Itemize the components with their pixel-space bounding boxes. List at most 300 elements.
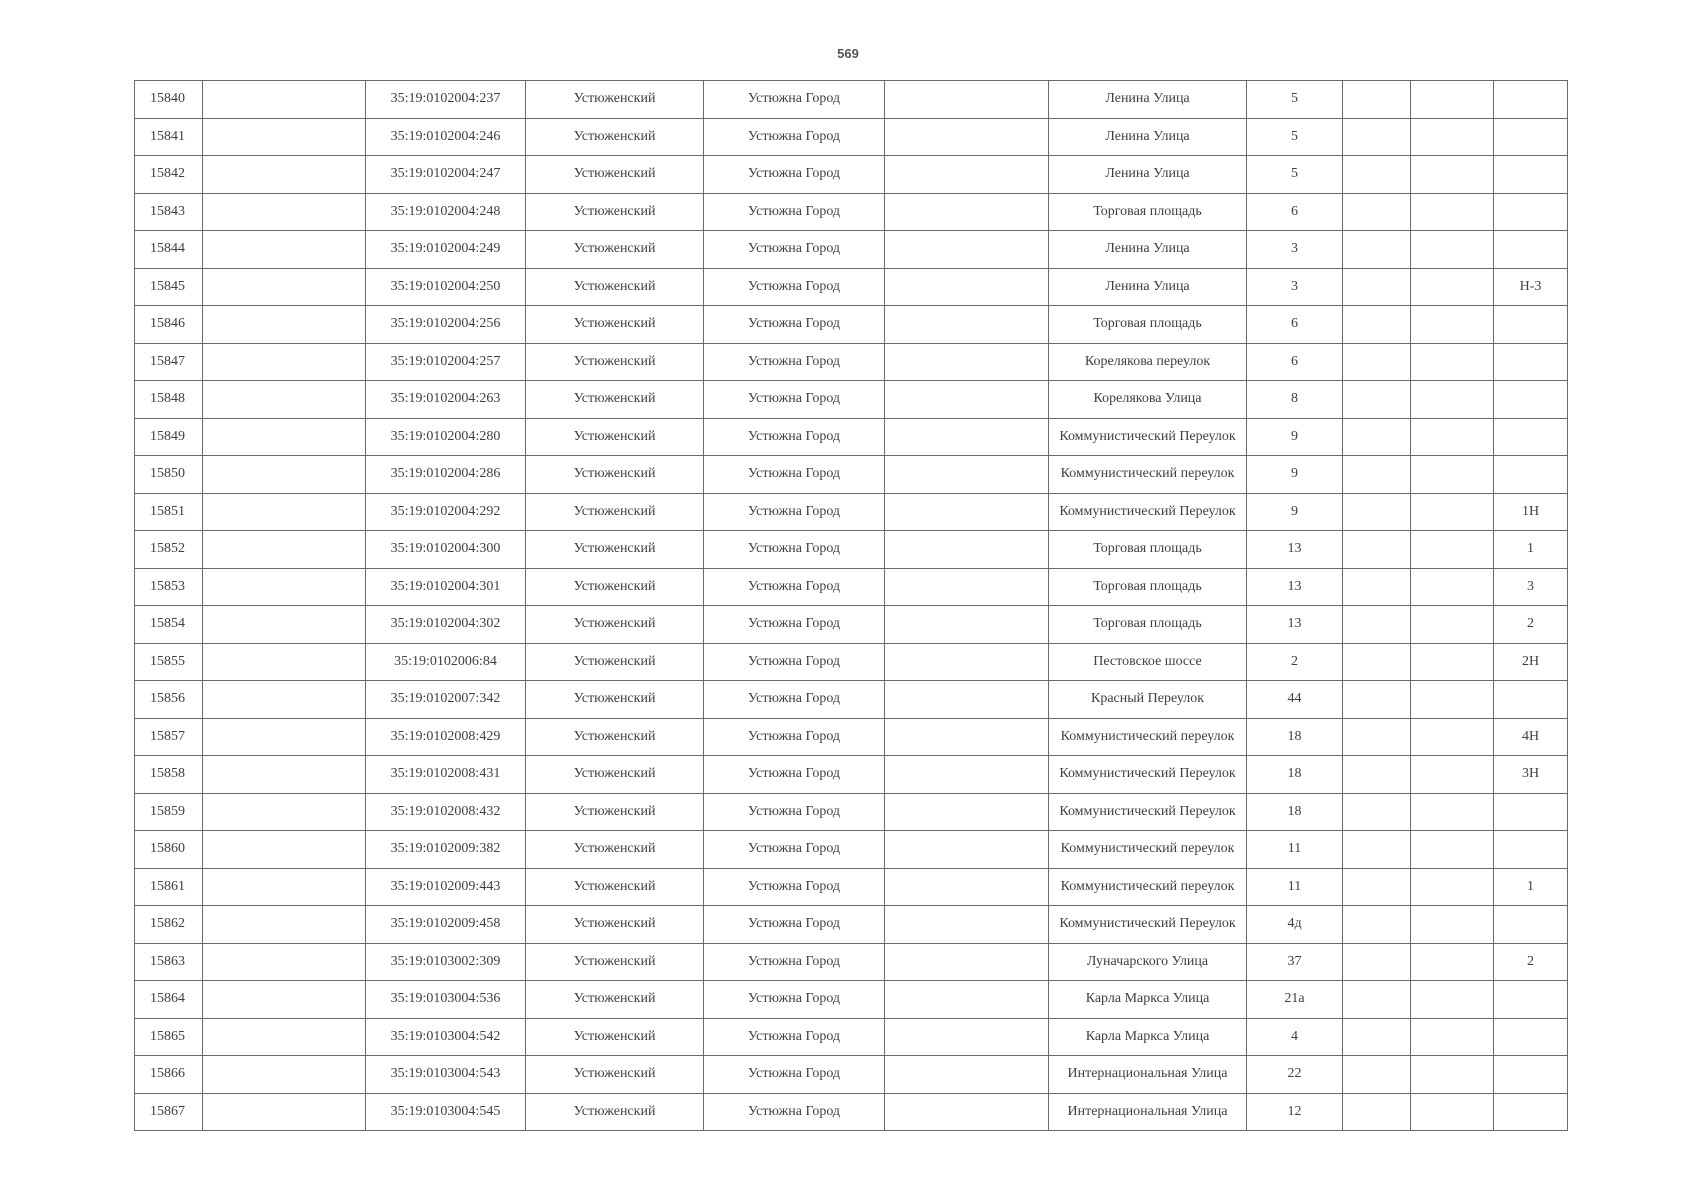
house-number-cell: 13 — [1247, 531, 1343, 569]
premises-number-cell — [1494, 1018, 1568, 1056]
district-cell: Устюженский — [526, 1018, 704, 1056]
empty-cell — [1343, 193, 1411, 231]
district-cell: Устюженский — [526, 193, 704, 231]
empty-cell — [203, 81, 366, 119]
house-number-cell: 37 — [1247, 943, 1343, 981]
table-row — [135, 943, 1568, 981]
house-number-cell: 12 — [1247, 1093, 1343, 1131]
empty-cell — [203, 568, 366, 606]
empty-cell — [885, 606, 1049, 644]
street-cell: Ленина Улица — [1049, 156, 1247, 194]
cadastral-number-cell: 35:19:0102004:286 — [366, 456, 526, 494]
street-cell: Интернациональная Улица — [1049, 1093, 1247, 1131]
house-number-cell: 6 — [1247, 193, 1343, 231]
cadastral-number-cell: 35:19:0102004:250 — [366, 268, 526, 306]
empty-cell — [1343, 418, 1411, 456]
district-cell: Устюженский — [526, 981, 704, 1019]
empty-cell — [885, 343, 1049, 381]
empty-cell — [1343, 831, 1411, 869]
table-row — [135, 193, 1568, 231]
empty-cell — [203, 606, 366, 644]
cadastral-number-cell: 35:19:0103004:542 — [366, 1018, 526, 1056]
house-number-cell: 6 — [1247, 343, 1343, 381]
house-number-cell: 22 — [1247, 1056, 1343, 1094]
empty-cell — [203, 1093, 366, 1131]
empty-cell — [203, 343, 366, 381]
empty-cell — [1343, 156, 1411, 194]
empty-cell — [1343, 343, 1411, 381]
empty-cell — [203, 981, 366, 1019]
empty-cell — [885, 906, 1049, 944]
record-number-cell: 15856 — [135, 681, 203, 719]
locality-cell: Устюжна Город — [704, 493, 885, 531]
cadastral-number-cell: 35:19:0103004:545 — [366, 1093, 526, 1131]
empty-cell — [1343, 306, 1411, 344]
premises-number-cell — [1494, 1093, 1568, 1131]
street-cell: Коммунистический переулок — [1049, 831, 1247, 869]
house-number-cell: 5 — [1247, 156, 1343, 194]
cadastral-number-cell: 35:19:0102004:301 — [366, 568, 526, 606]
premises-number-cell: 3 — [1494, 568, 1568, 606]
locality-cell: Устюжна Город — [704, 906, 885, 944]
record-number-cell: 15862 — [135, 906, 203, 944]
locality-cell: Устюжна Город — [704, 568, 885, 606]
house-number-cell: 11 — [1247, 831, 1343, 869]
record-number-cell: 15840 — [135, 81, 203, 119]
empty-cell — [203, 418, 366, 456]
empty-cell — [1411, 1093, 1494, 1131]
empty-cell — [1343, 643, 1411, 681]
premises-number-cell — [1494, 381, 1568, 419]
empty-cell — [203, 118, 366, 156]
page-number: 569 — [837, 46, 859, 61]
record-number-cell: 15843 — [135, 193, 203, 231]
house-number-cell: 11 — [1247, 868, 1343, 906]
street-cell: Красный Переулок — [1049, 681, 1247, 719]
locality-cell: Устюжна Город — [704, 418, 885, 456]
registry-table — [134, 80, 1568, 1131]
table-row — [135, 156, 1568, 194]
table-row — [135, 343, 1568, 381]
empty-cell — [203, 456, 366, 494]
empty-cell — [885, 1056, 1049, 1094]
premises-number-cell: Н-3 — [1494, 268, 1568, 306]
premises-number-cell — [1494, 831, 1568, 869]
empty-cell — [1343, 868, 1411, 906]
house-number-cell: 5 — [1247, 81, 1343, 119]
table-row — [135, 606, 1568, 644]
empty-cell — [1411, 418, 1494, 456]
district-cell: Устюженский — [526, 156, 704, 194]
cadastral-number-cell: 35:19:0102008:429 — [366, 718, 526, 756]
empty-cell — [885, 156, 1049, 194]
record-number-cell: 15865 — [135, 1018, 203, 1056]
table-row — [135, 831, 1568, 869]
record-number-cell: 15866 — [135, 1056, 203, 1094]
empty-cell — [885, 643, 1049, 681]
house-number-cell: 4 — [1247, 1018, 1343, 1056]
empty-cell — [885, 81, 1049, 119]
empty-cell — [1411, 981, 1494, 1019]
empty-cell — [1343, 118, 1411, 156]
empty-cell — [1343, 906, 1411, 944]
premises-number-cell — [1494, 906, 1568, 944]
street-cell: Коммунистический Переулок — [1049, 493, 1247, 531]
empty-cell — [885, 943, 1049, 981]
locality-cell: Устюжна Город — [704, 531, 885, 569]
district-cell: Устюженский — [526, 568, 704, 606]
empty-cell — [1343, 568, 1411, 606]
house-number-cell: 9 — [1247, 493, 1343, 531]
empty-cell — [1411, 231, 1494, 269]
empty-cell — [885, 1018, 1049, 1056]
empty-cell — [203, 381, 366, 419]
table-row — [135, 906, 1568, 944]
empty-cell — [1411, 681, 1494, 719]
table-row — [135, 231, 1568, 269]
empty-cell — [1411, 306, 1494, 344]
cadastral-number-cell: 35:19:0102004:300 — [366, 531, 526, 569]
premises-number-cell — [1494, 156, 1568, 194]
record-number-cell: 15849 — [135, 418, 203, 456]
locality-cell: Устюжна Город — [704, 868, 885, 906]
house-number-cell: 4д — [1247, 906, 1343, 944]
district-cell: Устюженский — [526, 943, 704, 981]
table-row — [135, 1018, 1568, 1056]
locality-cell: Устюжна Город — [704, 831, 885, 869]
empty-cell — [1411, 793, 1494, 831]
empty-cell — [1343, 493, 1411, 531]
empty-cell — [885, 456, 1049, 494]
locality-cell: Устюжна Город — [704, 1093, 885, 1131]
locality-cell: Устюжна Город — [704, 943, 885, 981]
empty-cell — [1343, 1093, 1411, 1131]
empty-cell — [1411, 1056, 1494, 1094]
record-number-cell: 15857 — [135, 718, 203, 756]
premises-number-cell — [1494, 193, 1568, 231]
record-number-cell: 15855 — [135, 643, 203, 681]
empty-cell — [1411, 193, 1494, 231]
empty-cell — [885, 831, 1049, 869]
record-number-cell: 15846 — [135, 306, 203, 344]
street-cell: Корелякова Улица — [1049, 381, 1247, 419]
record-number-cell: 15852 — [135, 531, 203, 569]
table-row — [135, 1056, 1568, 1094]
table-row — [135, 456, 1568, 494]
cadastral-number-cell: 35:19:0102009:458 — [366, 906, 526, 944]
premises-number-cell — [1494, 793, 1568, 831]
premises-number-cell — [1494, 118, 1568, 156]
district-cell: Устюженский — [526, 118, 704, 156]
empty-cell — [1343, 81, 1411, 119]
record-number-cell: 15850 — [135, 456, 203, 494]
locality-cell: Устюжна Город — [704, 718, 885, 756]
empty-cell — [885, 268, 1049, 306]
cadastral-number-cell: 35:19:0102008:432 — [366, 793, 526, 831]
locality-cell: Устюжна Город — [704, 981, 885, 1019]
record-number-cell: 15858 — [135, 756, 203, 794]
cadastral-number-cell: 35:19:0102004:247 — [366, 156, 526, 194]
empty-cell — [885, 193, 1049, 231]
street-cell: Ленина Улица — [1049, 118, 1247, 156]
district-cell: Устюженский — [526, 81, 704, 119]
cadastral-number-cell: 35:19:0102004:248 — [366, 193, 526, 231]
empty-cell — [203, 643, 366, 681]
empty-cell — [1343, 1018, 1411, 1056]
house-number-cell: 9 — [1247, 456, 1343, 494]
street-cell: Торговая площадь — [1049, 193, 1247, 231]
record-number-cell: 15851 — [135, 493, 203, 531]
street-cell: Торговая площадь — [1049, 568, 1247, 606]
premises-number-cell — [1494, 231, 1568, 269]
empty-cell — [1411, 118, 1494, 156]
empty-cell — [885, 981, 1049, 1019]
empty-cell — [1343, 606, 1411, 644]
street-cell: Торговая площадь — [1049, 531, 1247, 569]
empty-cell — [1411, 81, 1494, 119]
table-row — [135, 531, 1568, 569]
table-row — [135, 306, 1568, 344]
district-cell: Устюженский — [526, 681, 704, 719]
street-cell: Корелякова переулок — [1049, 343, 1247, 381]
premises-number-cell — [1494, 681, 1568, 719]
premises-number-cell: 4Н — [1494, 718, 1568, 756]
street-cell: Коммунистический Переулок — [1049, 793, 1247, 831]
district-cell: Устюженский — [526, 268, 704, 306]
empty-cell — [1343, 381, 1411, 419]
street-cell: Коммунистический переулок — [1049, 456, 1247, 494]
street-cell: Торговая площадь — [1049, 606, 1247, 644]
record-number-cell: 15854 — [135, 606, 203, 644]
cadastral-number-cell: 35:19:0102004:249 — [366, 231, 526, 269]
empty-cell — [885, 868, 1049, 906]
empty-cell — [203, 493, 366, 531]
locality-cell: Устюжна Город — [704, 306, 885, 344]
empty-cell — [203, 868, 366, 906]
empty-cell — [203, 681, 366, 719]
record-number-cell: 15864 — [135, 981, 203, 1019]
empty-cell — [203, 831, 366, 869]
street-cell: Коммунистический Переулок — [1049, 906, 1247, 944]
empty-cell — [885, 493, 1049, 531]
empty-cell — [203, 793, 366, 831]
house-number-cell: 13 — [1247, 568, 1343, 606]
empty-cell — [1343, 1056, 1411, 1094]
house-number-cell: 3 — [1247, 268, 1343, 306]
street-cell: Интернациональная Улица — [1049, 1056, 1247, 1094]
house-number-cell: 9 — [1247, 418, 1343, 456]
empty-cell — [1411, 343, 1494, 381]
table-row — [135, 493, 1568, 531]
empty-cell — [1343, 268, 1411, 306]
locality-cell: Устюжна Город — [704, 193, 885, 231]
house-number-cell: 5 — [1247, 118, 1343, 156]
table-row — [135, 756, 1568, 794]
empty-cell — [203, 306, 366, 344]
record-number-cell: 15845 — [135, 268, 203, 306]
street-cell: Ленина Улица — [1049, 231, 1247, 269]
record-number-cell: 15867 — [135, 1093, 203, 1131]
district-cell: Устюженский — [526, 306, 704, 344]
street-cell: Коммунистический Переулок — [1049, 418, 1247, 456]
table-row — [135, 118, 1568, 156]
district-cell: Устюженский — [526, 231, 704, 269]
cadastral-number-cell: 35:19:0103004:536 — [366, 981, 526, 1019]
house-number-cell: 18 — [1247, 718, 1343, 756]
house-number-cell: 6 — [1247, 306, 1343, 344]
empty-cell — [885, 756, 1049, 794]
empty-cell — [1343, 981, 1411, 1019]
house-number-cell: 44 — [1247, 681, 1343, 719]
empty-cell — [1411, 456, 1494, 494]
empty-cell — [203, 1018, 366, 1056]
empty-cell — [203, 268, 366, 306]
record-number-cell: 15844 — [135, 231, 203, 269]
cadastral-number-cell: 35:19:0102004:292 — [366, 493, 526, 531]
table-row — [135, 981, 1568, 1019]
record-number-cell: 15847 — [135, 343, 203, 381]
street-cell: Торговая площадь — [1049, 306, 1247, 344]
premises-number-cell: 1 — [1494, 531, 1568, 569]
empty-cell — [885, 381, 1049, 419]
premises-number-cell — [1494, 1056, 1568, 1094]
district-cell: Устюженский — [526, 831, 704, 869]
empty-cell — [1343, 718, 1411, 756]
district-cell: Устюженский — [526, 906, 704, 944]
premises-number-cell — [1494, 981, 1568, 1019]
premises-number-cell: 1 — [1494, 868, 1568, 906]
empty-cell — [1411, 568, 1494, 606]
district-cell: Устюженский — [526, 606, 704, 644]
locality-cell: Устюжна Город — [704, 606, 885, 644]
street-cell: Карла Маркса Улица — [1049, 981, 1247, 1019]
street-cell: Карла Маркса Улица — [1049, 1018, 1247, 1056]
street-cell: Ленина Улица — [1049, 81, 1247, 119]
empty-cell — [203, 231, 366, 269]
locality-cell: Устюжна Город — [704, 756, 885, 794]
table-row — [135, 1093, 1568, 1131]
empty-cell — [203, 156, 366, 194]
table-row — [135, 681, 1568, 719]
empty-cell — [885, 793, 1049, 831]
record-number-cell: 15842 — [135, 156, 203, 194]
house-number-cell: 8 — [1247, 381, 1343, 419]
empty-cell — [203, 193, 366, 231]
empty-cell — [1411, 906, 1494, 944]
record-number-cell: 15853 — [135, 568, 203, 606]
district-cell: Устюженский — [526, 793, 704, 831]
locality-cell: Устюжна Город — [704, 81, 885, 119]
empty-cell — [885, 568, 1049, 606]
record-number-cell: 15863 — [135, 943, 203, 981]
locality-cell: Устюжна Город — [704, 231, 885, 269]
cadastral-number-cell: 35:19:0102006:84 — [366, 643, 526, 681]
house-number-cell: 18 — [1247, 793, 1343, 831]
locality-cell: Устюжна Город — [704, 793, 885, 831]
empty-cell — [203, 718, 366, 756]
record-number-cell: 15841 — [135, 118, 203, 156]
cadastral-number-cell: 35:19:0102004:246 — [366, 118, 526, 156]
empty-cell — [203, 1056, 366, 1094]
empty-cell — [885, 418, 1049, 456]
cadastral-number-cell: 35:19:0102004:237 — [366, 81, 526, 119]
empty-cell — [203, 906, 366, 944]
district-cell: Устюженский — [526, 643, 704, 681]
empty-cell — [1411, 381, 1494, 419]
street-cell: Коммунистический Переулок — [1049, 756, 1247, 794]
table-row — [135, 81, 1568, 119]
cadastral-number-cell: 35:19:0102008:431 — [366, 756, 526, 794]
empty-cell — [885, 718, 1049, 756]
street-cell: Ленина Улица — [1049, 268, 1247, 306]
table-row — [135, 718, 1568, 756]
empty-cell — [1411, 606, 1494, 644]
record-number-cell: 15848 — [135, 381, 203, 419]
empty-cell — [1411, 531, 1494, 569]
cadastral-number-cell: 35:19:0103002:309 — [366, 943, 526, 981]
empty-cell — [885, 681, 1049, 719]
premises-number-cell — [1494, 343, 1568, 381]
premises-number-cell — [1494, 306, 1568, 344]
table-row — [135, 868, 1568, 906]
locality-cell: Устюжна Город — [704, 156, 885, 194]
house-number-cell: 13 — [1247, 606, 1343, 644]
district-cell: Устюженский — [526, 343, 704, 381]
empty-cell — [1411, 756, 1494, 794]
premises-number-cell: 3Н — [1494, 756, 1568, 794]
table-row — [135, 568, 1568, 606]
locality-cell: Устюжна Город — [704, 456, 885, 494]
district-cell: Устюженский — [526, 418, 704, 456]
empty-cell — [1343, 681, 1411, 719]
table-row — [135, 643, 1568, 681]
empty-cell — [885, 1093, 1049, 1131]
locality-cell: Устюжна Город — [704, 1018, 885, 1056]
empty-cell — [203, 943, 366, 981]
street-cell: Коммунистический переулок — [1049, 718, 1247, 756]
table-row — [135, 268, 1568, 306]
cadastral-number-cell: 35:19:0102004:263 — [366, 381, 526, 419]
empty-cell — [885, 531, 1049, 569]
district-cell: Устюженский — [526, 493, 704, 531]
empty-cell — [1411, 868, 1494, 906]
cadastral-number-cell: 35:19:0102004:302 — [366, 606, 526, 644]
street-cell: Пестовское шоссе — [1049, 643, 1247, 681]
table-row — [135, 793, 1568, 831]
premises-number-cell — [1494, 81, 1568, 119]
empty-cell — [1343, 756, 1411, 794]
premises-number-cell: 1Н — [1494, 493, 1568, 531]
record-number-cell: 15861 — [135, 868, 203, 906]
empty-cell — [1411, 1018, 1494, 1056]
empty-cell — [1343, 531, 1411, 569]
locality-cell: Устюжна Город — [704, 118, 885, 156]
street-cell: Коммунистический переулок — [1049, 868, 1247, 906]
empty-cell — [1411, 156, 1494, 194]
cadastral-number-cell: 35:19:0102009:443 — [366, 868, 526, 906]
table-row — [135, 418, 1568, 456]
cadastral-number-cell: 35:19:0103004:543 — [366, 1056, 526, 1094]
cadastral-number-cell: 35:19:0102007:342 — [366, 681, 526, 719]
record-number-cell: 15860 — [135, 831, 203, 869]
empty-cell — [885, 306, 1049, 344]
premises-number-cell: 2 — [1494, 943, 1568, 981]
empty-cell — [1411, 718, 1494, 756]
table-row — [135, 381, 1568, 419]
record-number-cell: 15859 — [135, 793, 203, 831]
empty-cell — [1343, 943, 1411, 981]
district-cell: Устюженский — [526, 1056, 704, 1094]
